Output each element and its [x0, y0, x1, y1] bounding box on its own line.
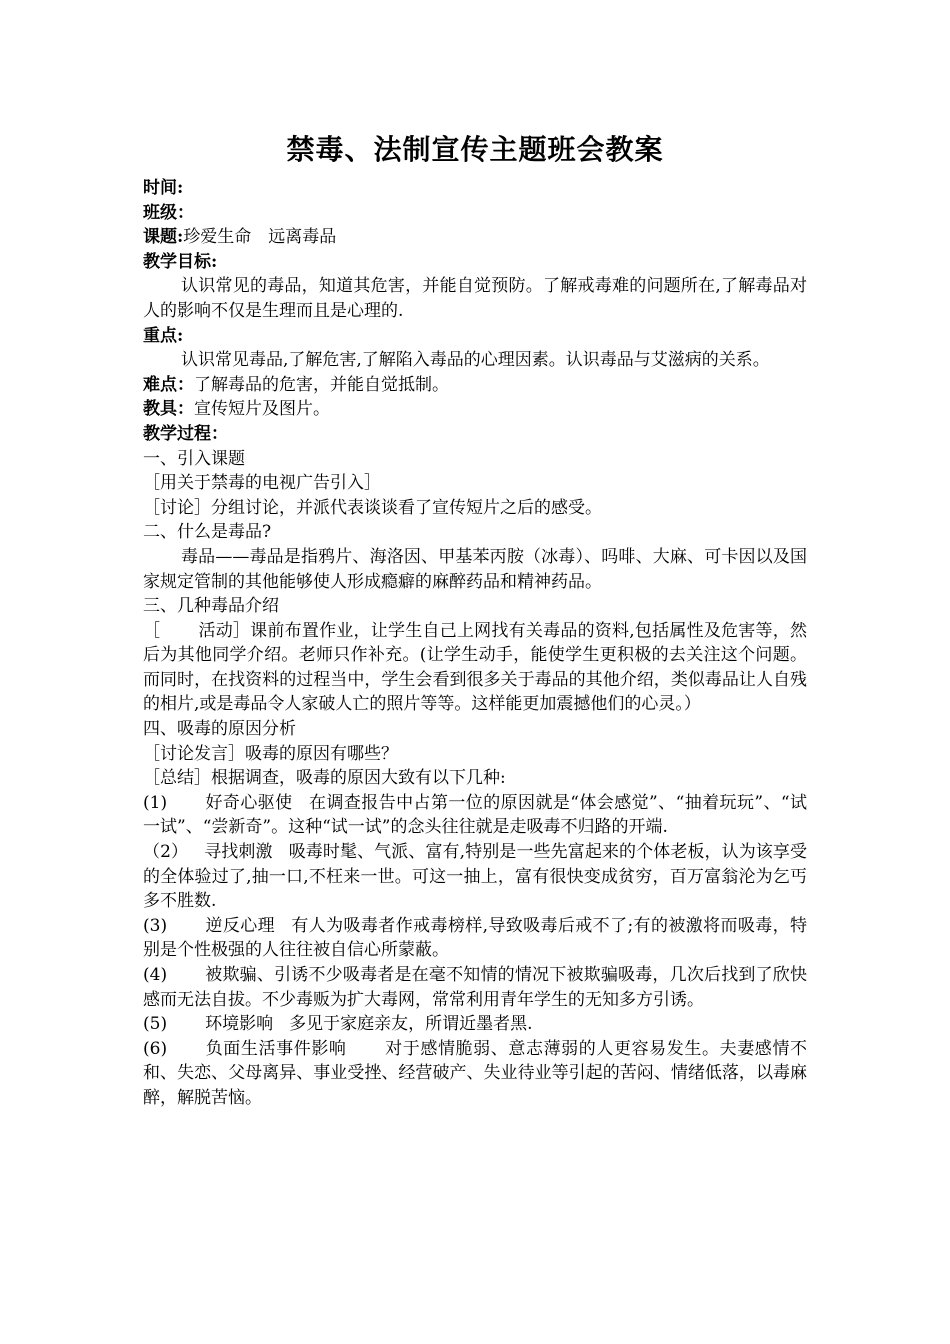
goals-heading	[143, 250, 807, 275]
section-3-bracket: ［	[143, 620, 161, 641]
topic-value: 珍爱生命 远离毒品	[183, 227, 337, 248]
process-heading	[143, 422, 807, 447]
process-label: 教学过程：	[143, 423, 228, 444]
section-1-heading: 一、引入课题	[143, 448, 245, 469]
reason-text: 不少吸毒者是在毫不知情的情况下被欺骗吸毒，几次后找到了欣快感而无法自拔。不少毒贩为扩大毒网，常常利用青年学生的无知多方引诱。	[143, 965, 808, 1010]
reason-text: 多见于家庭亲友，所谓近墨者黑.	[289, 1014, 533, 1035]
reason-title: 寻找刺激	[204, 842, 273, 863]
class-label: 班级：	[143, 202, 194, 223]
section-3-paragraph	[143, 619, 807, 717]
topic-line	[143, 225, 807, 250]
reason-item-6	[143, 1037, 807, 1111]
goals-paragraph: 认识常见的毒品，知道其危害，并能自觉预防。了解戒毒难的问题所在,了解毒品对人的影响不仅是生理而且是心理的.	[143, 276, 807, 321]
topic-label: 课题:	[143, 227, 184, 248]
reason-text: 吸毒时髦、气派、富有,特别是一些先富起来的个体老板，认为该享受的全体验过了,抽一口,不枉来一世。可这一抽上，富有很快变成贫穷，百万富翁沦为乞丐多不胜数.	[143, 842, 807, 912]
key-label: 重点:	[143, 325, 184, 346]
document-title: 禁毒、法制宣传主题班会教案	[286, 133, 664, 166]
reason-text: 有人为吸毒者作戒毒榜样,导致吸毒后戒不了;有的被激将而吸毒，特别是个性极强的人往往被自信心所蒙蔽。	[143, 915, 807, 961]
section-4-line-2: ［总结］根据调查，吸毒的原因大致有以下几种:	[143, 768, 506, 789]
tools-label: 教具：	[143, 399, 194, 420]
tools-text: 宣传短片及图片。	[194, 399, 330, 420]
section-4-line-1: ［讨论发言］吸毒的原因有哪些？	[143, 743, 398, 764]
section-2-paragraph: 毒品——毒品是指鸦片、海洛因、甲基苯丙胺（冰毒）、吗啡、大麻、可卡因以及国家规定管制的其他能够使人形成瘾癖的麻醉药品和精神药品。	[143, 546, 807, 592]
tools-line	[143, 397, 807, 422]
reason-number: (3)	[143, 915, 168, 936]
difficult-label: 难点：	[143, 374, 194, 395]
reason-title: 被欺骗、引诱	[205, 965, 309, 985]
key-heading	[143, 324, 807, 349]
section-1-line-1: ［用关于禁毒的电视广告引入］	[143, 473, 381, 494]
reason-title: 好奇心驱使	[205, 792, 293, 813]
time-label: 时间:	[143, 178, 184, 198]
section-1-line-2: ［讨论］分组讨论，并派代表谈谈看了宣传短片之后的感受。	[143, 497, 602, 518]
reason-item-4	[143, 963, 807, 1012]
section-4-heading: 四、吸毒的原因分析	[143, 719, 296, 740]
time-line	[143, 176, 807, 201]
reason-title: 负面生活事件影响	[205, 1038, 347, 1059]
difficult-line	[143, 373, 807, 398]
reason-number: (1)	[143, 792, 168, 813]
reason-title: 逆反心理	[205, 915, 276, 936]
reason-number: （2）	[143, 842, 189, 863]
reason-title: 环境影响	[205, 1014, 274, 1035]
class-line	[143, 201, 807, 226]
reason-item-5	[143, 1012, 807, 1037]
goals-label: 教学目标:	[143, 251, 218, 272]
reason-text: 对于感情脆弱、意志薄弱的人更容易发生。夫妻感情不和、失恋、父母离异、事业受挫、经营破产、失业待业等引起的苦闷、情绪低落，以毒麻醉，解脱苦恼。	[143, 1038, 808, 1108]
section-3-heading: 三、几种毒品介绍	[143, 596, 279, 617]
reason-item-3	[143, 914, 807, 963]
reason-number: (5)	[143, 1014, 168, 1035]
reason-item-2	[143, 840, 807, 914]
document-page	[143, 128, 807, 1111]
key-paragraph: 认识常见毒品,了解危害,了解陷入毒品的心理因素。认识毒品与艾滋病的关系。	[181, 350, 770, 371]
section-2-heading: 二、什么是毒品?	[143, 522, 272, 543]
reason-number: (6)	[143, 1038, 168, 1059]
reason-text: 在调查报告中占第一位的原因就是“体会感觉”、“抽着玩玩”、“试一试”、“尝新奇”。这种“试一试”的念头往往就是走吸毒不归路的开端.	[143, 792, 807, 838]
difficult-text: 了解毒品的危害，并能自觉抵制。	[194, 374, 449, 395]
reason-number: (4)	[143, 965, 168, 985]
section-3-text: 活动］课前布置作业，让学生自己上网找有关毒品的资料,包括属性及危害等，然后为其他同学介绍。老师只作补充。(让学生动手，能使学生更积极的去关注这个问题。而同时，在找资料的过程当中，学生会看到很多关于毒品的其他介绍，类似毒品让人自残的相片,或是毒品令人家破人亡的照片等等。这样能更加震撼他们的心灵。）	[143, 620, 807, 715]
reason-item-1	[143, 791, 807, 840]
